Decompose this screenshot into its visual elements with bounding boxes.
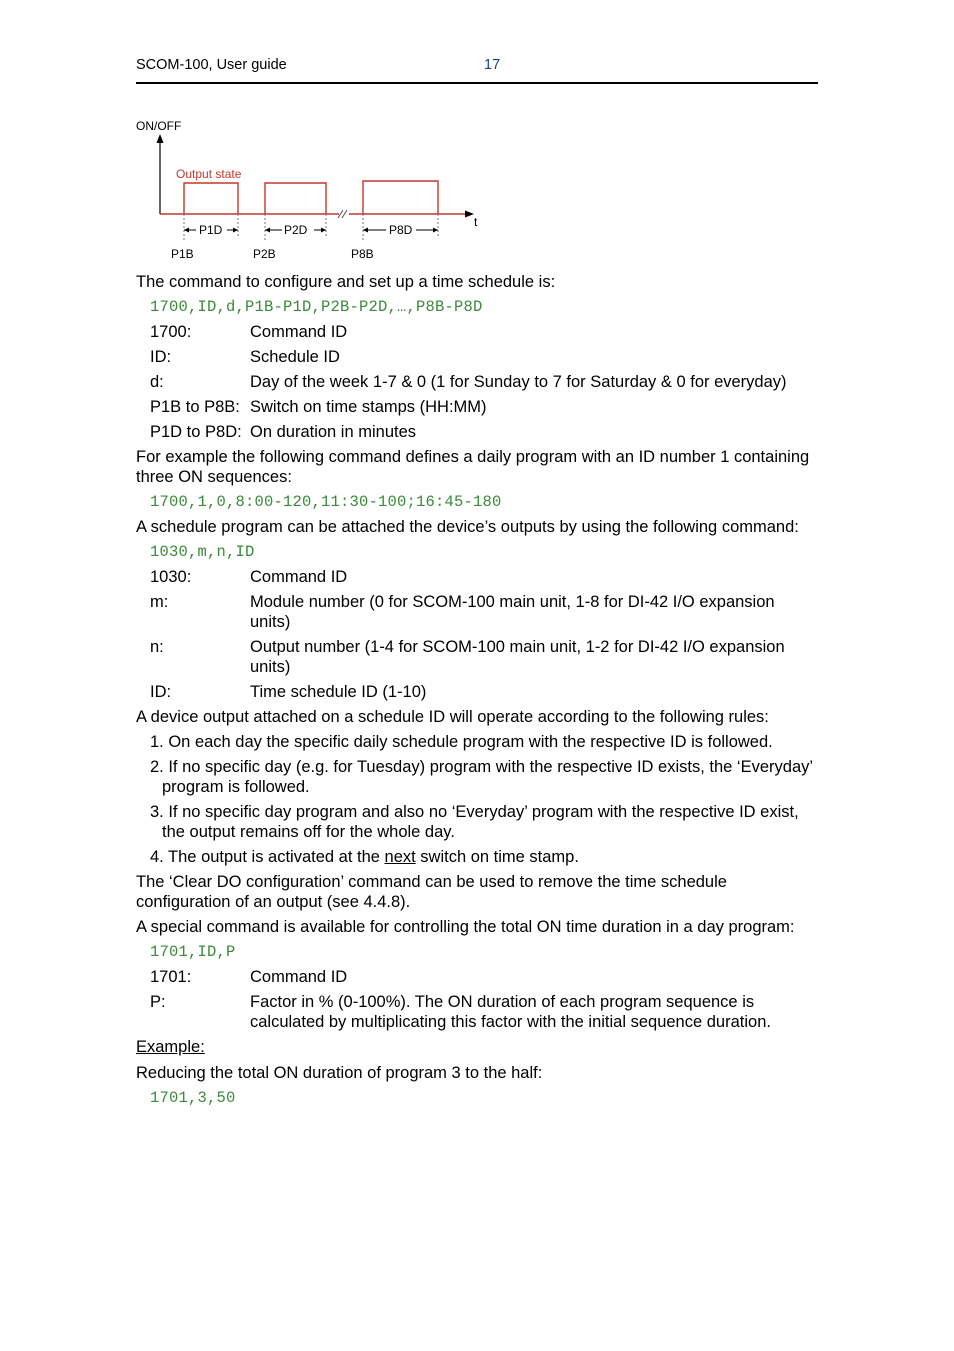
output-state-diagram: [134, 114, 494, 266]
document-body: [136, 272, 818, 1113]
definition-term: P:: [150, 993, 166, 1011]
command-1701-syntax: 1701,ID,P: [150, 943, 236, 961]
definition-description: Time schedule ID (1-10): [250, 683, 427, 701]
pulse-2: [265, 183, 326, 214]
definition-description: On duration in minutes: [250, 423, 417, 441]
definition-item: [150, 397, 818, 417]
definition-item: [150, 372, 818, 392]
definition-term: P1B to P8B:: [150, 398, 240, 416]
definition-term: m:: [150, 593, 169, 611]
definition-item: [150, 992, 818, 1032]
definition-description: Factor in % (0-100%). The ON duration of each program sequence is calculated by multiplicating this factor with the initial sequence duration.: [250, 993, 771, 1031]
duration-arrow-p1d: [184, 223, 238, 237]
definition-description: Schedule ID: [250, 348, 340, 366]
rule-4-prefix: 4. The output is activated at the: [150, 848, 385, 866]
clear-config-paragraph: The ‘Clear DO configuration’ command can be used to remove the time schedule configuration of an output (see 4.4.8).: [136, 873, 727, 911]
rule-item: 2. If no specific day (e.g. for Tuesday) program with the respective ID exists, the ‘Everyday’ program is followed.: [150, 758, 813, 796]
start-label-p8b: P8B: [351, 247, 374, 261]
duration-arrow-p8d: [363, 223, 438, 237]
y-axis-label: ON/OFF: [136, 119, 182, 133]
page-number: 17: [484, 57, 501, 73]
definition-term: P1D to P8D:: [150, 423, 242, 441]
definition-description: Module number (0 for SCOM-100 main unit, 1-8 for DI-42 I/O expansion units): [250, 593, 775, 631]
definition-list-1030: [150, 567, 818, 702]
rule-4-emphasis: next: [384, 848, 416, 866]
axis-break-mark: [338, 210, 347, 218]
definition-description: Output number (1-4 for SCOM-100 main unit, 1-2 for DI-42 I/O expansion units): [250, 638, 785, 676]
definition-description: Switch on time stamps (HH:MM): [250, 398, 487, 416]
rules-list: [136, 732, 818, 867]
start-label-p1b: P1B: [171, 247, 194, 261]
definition-term: d:: [150, 373, 164, 391]
x-axis-label: t: [474, 215, 478, 229]
example-1-paragraph: For example the following command defines a daily program with an ID number 1 containing three ON sequences:: [136, 448, 810, 486]
definition-item: [150, 422, 818, 442]
duration-arrow-p2d: [265, 223, 326, 237]
definition-description: Command ID: [250, 968, 348, 986]
output-state-label: Output state: [176, 167, 242, 181]
definition-list-1700: [150, 322, 818, 442]
rule-item: 1. On each day the specific daily schedule program with the respective ID is followed.: [150, 733, 773, 751]
duration-label-p8d: P8D: [389, 223, 413, 237]
definition-list-1701: [150, 967, 818, 1032]
command-1030-syntax: 1030,m,n,ID: [150, 543, 255, 561]
definition-item: [150, 637, 818, 677]
command-1700-syntax: 1700,ID,d,P1B-P1D,P2B-P2D,…,P8B-P8D: [150, 298, 483, 316]
intro-paragraph: The command to configure and set up a time schedule is:: [136, 273, 556, 291]
definition-term: 1700:: [150, 323, 192, 341]
definition-item: [150, 322, 818, 342]
example-1-code: 1700,1,0,8:00-120,11:30-100;16:45-180: [150, 493, 502, 511]
definition-item: [150, 682, 818, 702]
special-command-paragraph: A special command is available for controlling the total ON time duration in a day program:: [136, 918, 795, 936]
page-header: [136, 56, 818, 84]
example-2-paragraph: Reducing the total ON duration of program 3 to the half:: [136, 1064, 543, 1082]
document-title: SCOM-100, User guide: [136, 57, 287, 73]
definition-item: [150, 592, 818, 632]
y-axis-arrow: [157, 134, 164, 143]
duration-label-p1d: P1D: [199, 223, 223, 237]
rule-4-suffix: switch on time stamp.: [415, 848, 579, 866]
definition-description: Day of the week 1-7 & 0 (1 for Sunday to 7 for Saturday & 0 for everyday): [250, 373, 787, 391]
pulse-8: [363, 181, 438, 214]
rule-item: [150, 847, 818, 867]
definition-term: ID:: [150, 348, 172, 366]
definition-term: ID:: [150, 683, 172, 701]
x-axis-arrow: [465, 211, 474, 218]
definition-term: 1030:: [150, 568, 192, 586]
rule-item: 3. If no specific day program and also no ‘Everyday’ program with the respective ID exist, the output remains off for the whole day.: [150, 803, 799, 841]
definition-description: Command ID: [250, 568, 348, 586]
definition-item: [150, 567, 818, 587]
definition-term: n:: [150, 638, 164, 656]
example-heading: Example:: [136, 1038, 205, 1056]
attach-paragraph: A schedule program can be attached the device’s outputs by using the following command:: [136, 518, 799, 536]
rules-intro-paragraph: A device output attached on a schedule ID will operate according to the following rules:: [136, 708, 769, 726]
example-2-code: 1701,3,50: [150, 1089, 236, 1107]
definition-term: 1701:: [150, 968, 192, 986]
start-label-p2b: P2B: [253, 247, 276, 261]
definition-item: [150, 347, 818, 367]
duration-label-p2d: P2D: [284, 223, 308, 237]
definition-description: Command ID: [250, 323, 348, 341]
pulse-1: [184, 183, 238, 214]
definition-item: [150, 967, 818, 987]
